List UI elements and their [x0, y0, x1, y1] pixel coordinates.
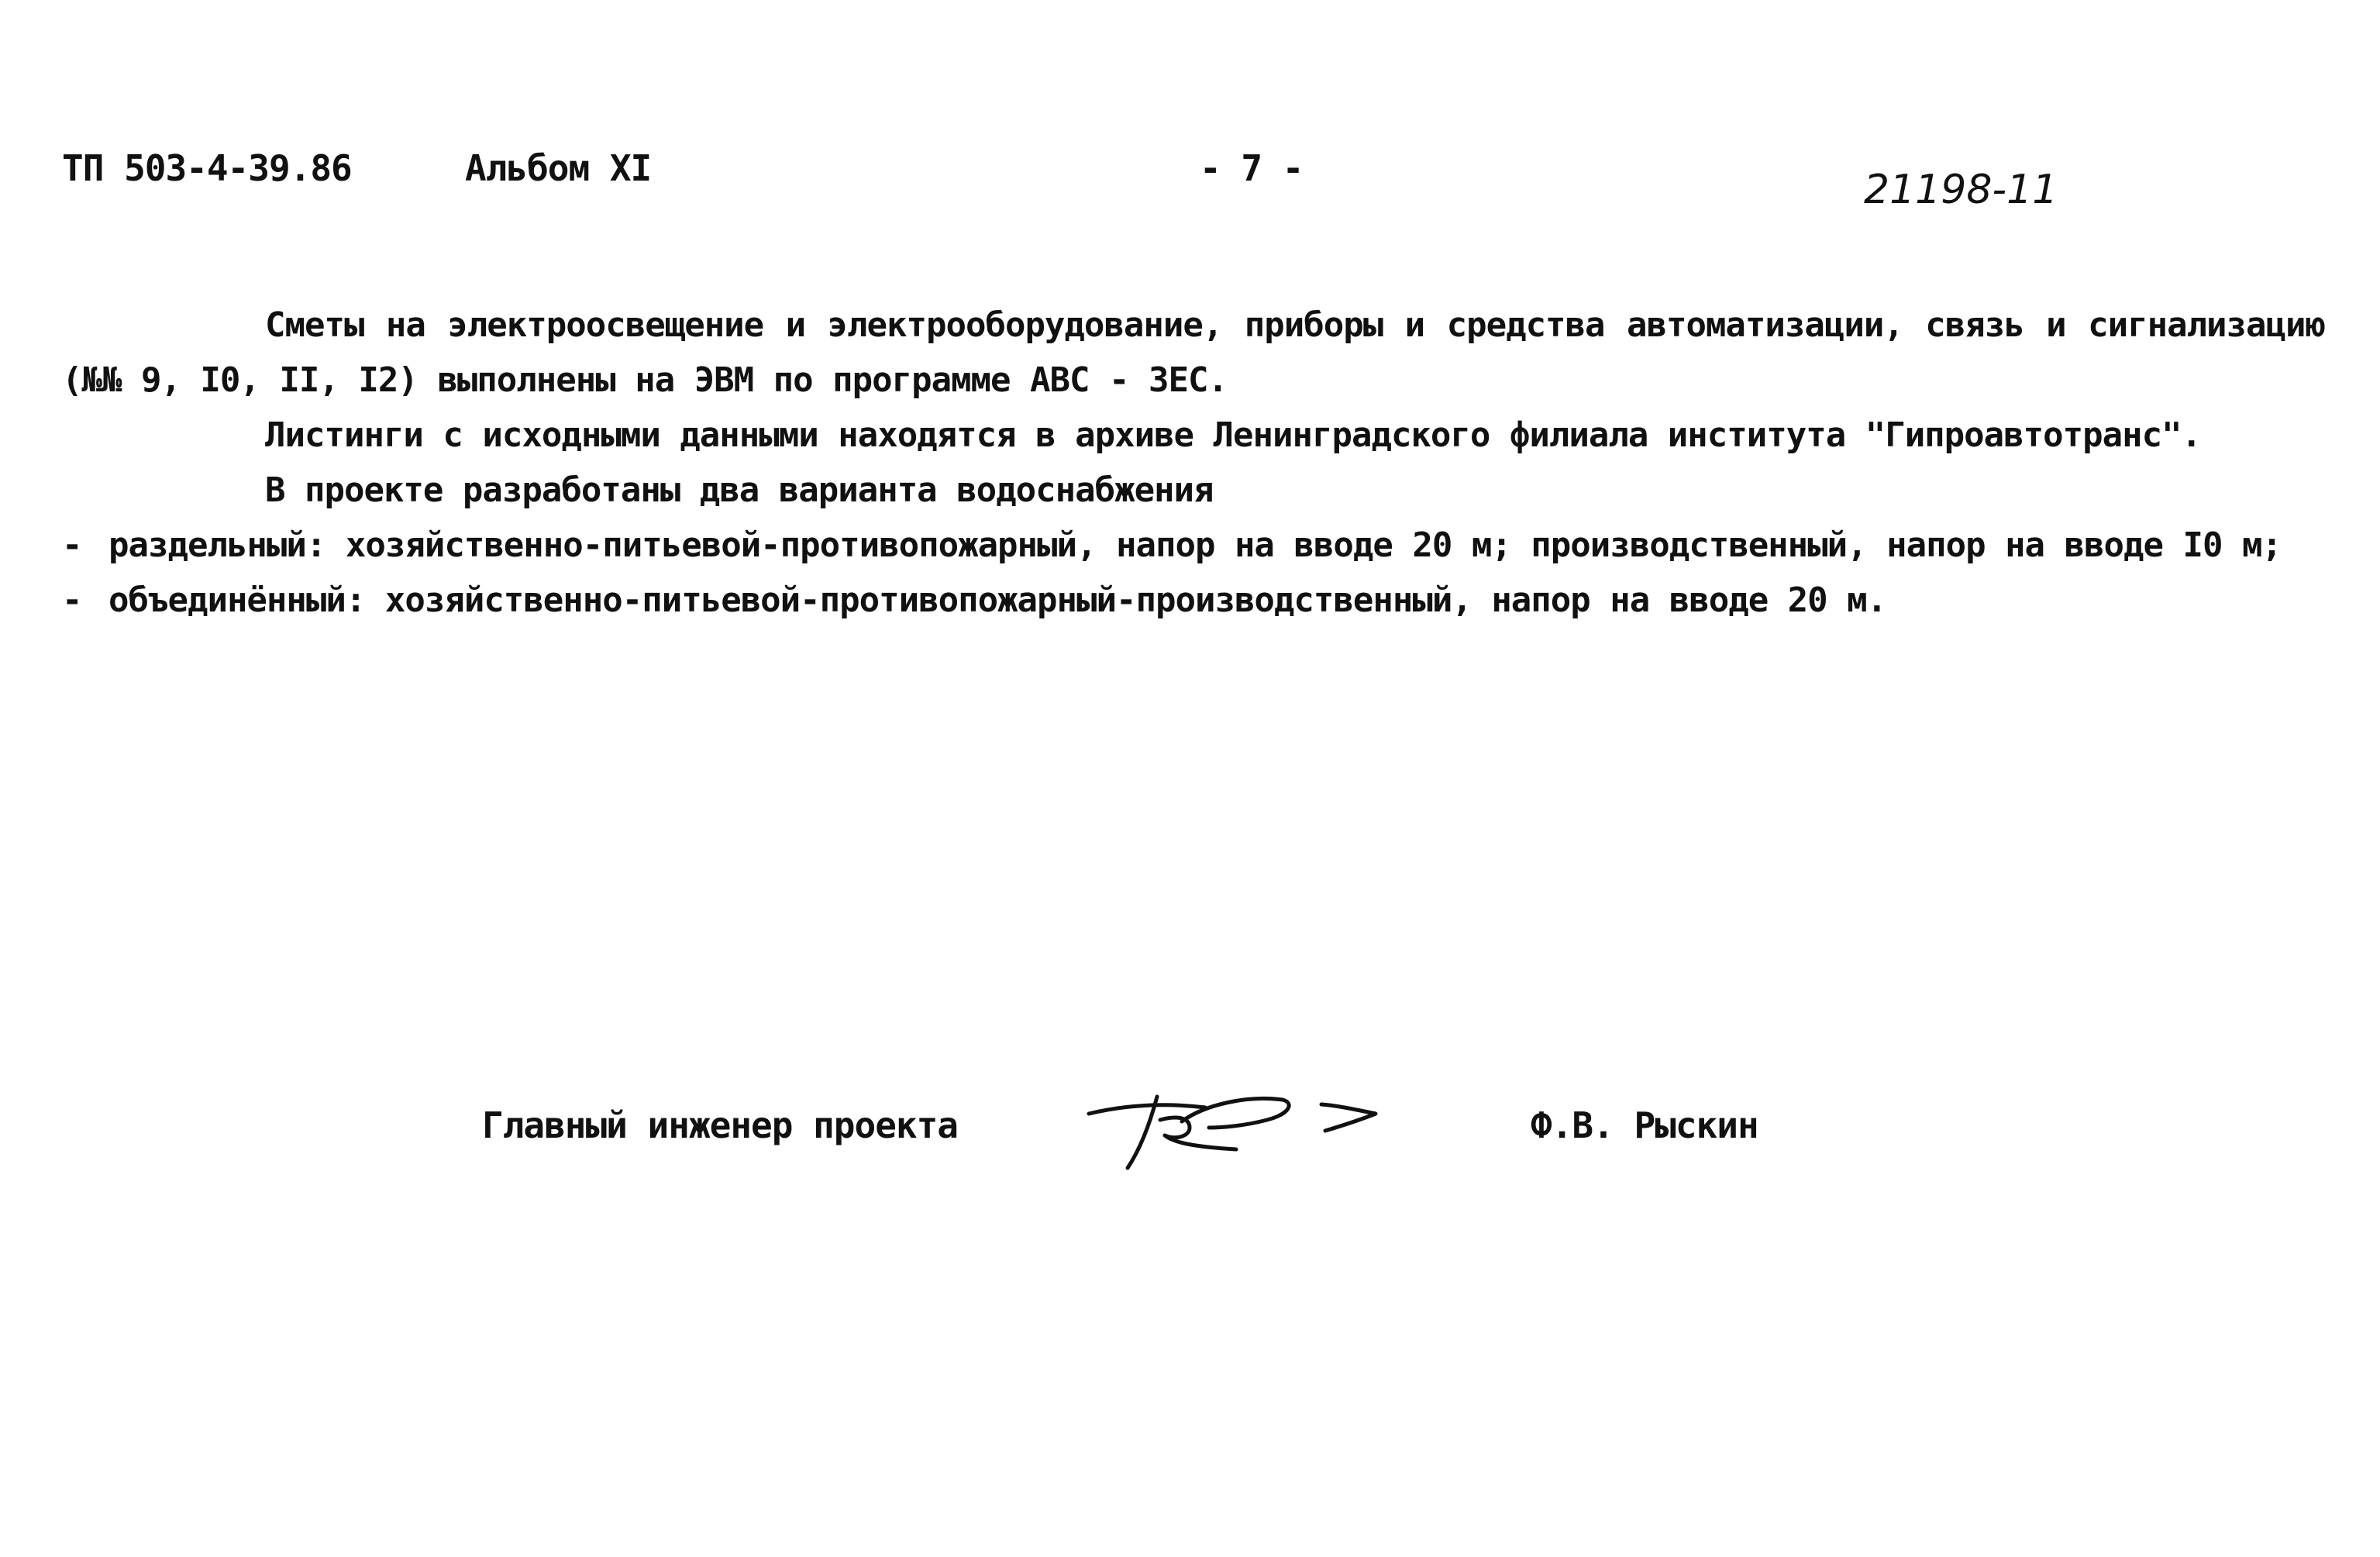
- inventory-number: 21198-11: [1864, 167, 2058, 213]
- signatory-name: Ф.В. Рыскин: [1531, 1104, 1758, 1146]
- list-item-text: раздельный: хозяйственно-питьевой-противопожарный, напор на вводе 20 м; производственный, напор на вводе I0 м;: [108, 525, 2282, 565]
- paragraph-listings: Листинги с исходными данными находятся в архиве Ленинградского филиала института "Гипроавтотранс".: [265, 415, 2202, 455]
- list-item: [62, 573, 2325, 628]
- album-label: Альбом XI: [465, 147, 652, 189]
- list-marker: -: [62, 525, 82, 565]
- signature-icon: [1073, 1073, 1399, 1174]
- paragraph-estimates: Сметы на электроосвещение и электрооборудование, приборы и средства автоматизации, связь и сигнализацию (№№ 9, I0, II, I2) выполнены на ЭВМ по программе АВС - 3ЕС.: [62, 305, 2325, 400]
- list-item-text: объединённый: хозяйственно-питьевой-противопожарный-производственный, напор на вводе 20 м.: [108, 580, 1887, 620]
- signatory-title: Главный инженер проекта: [482, 1104, 958, 1146]
- document-code: ТП 503-4-39.86: [62, 147, 352, 189]
- list-marker: -: [62, 580, 82, 620]
- list-item: [62, 518, 2325, 573]
- paragraph-water-supply: В проекте разработаны два варианта водоснабжения: [265, 470, 1214, 510]
- document-body: [62, 298, 2325, 628]
- page-number: - 7 -: [1200, 147, 1304, 189]
